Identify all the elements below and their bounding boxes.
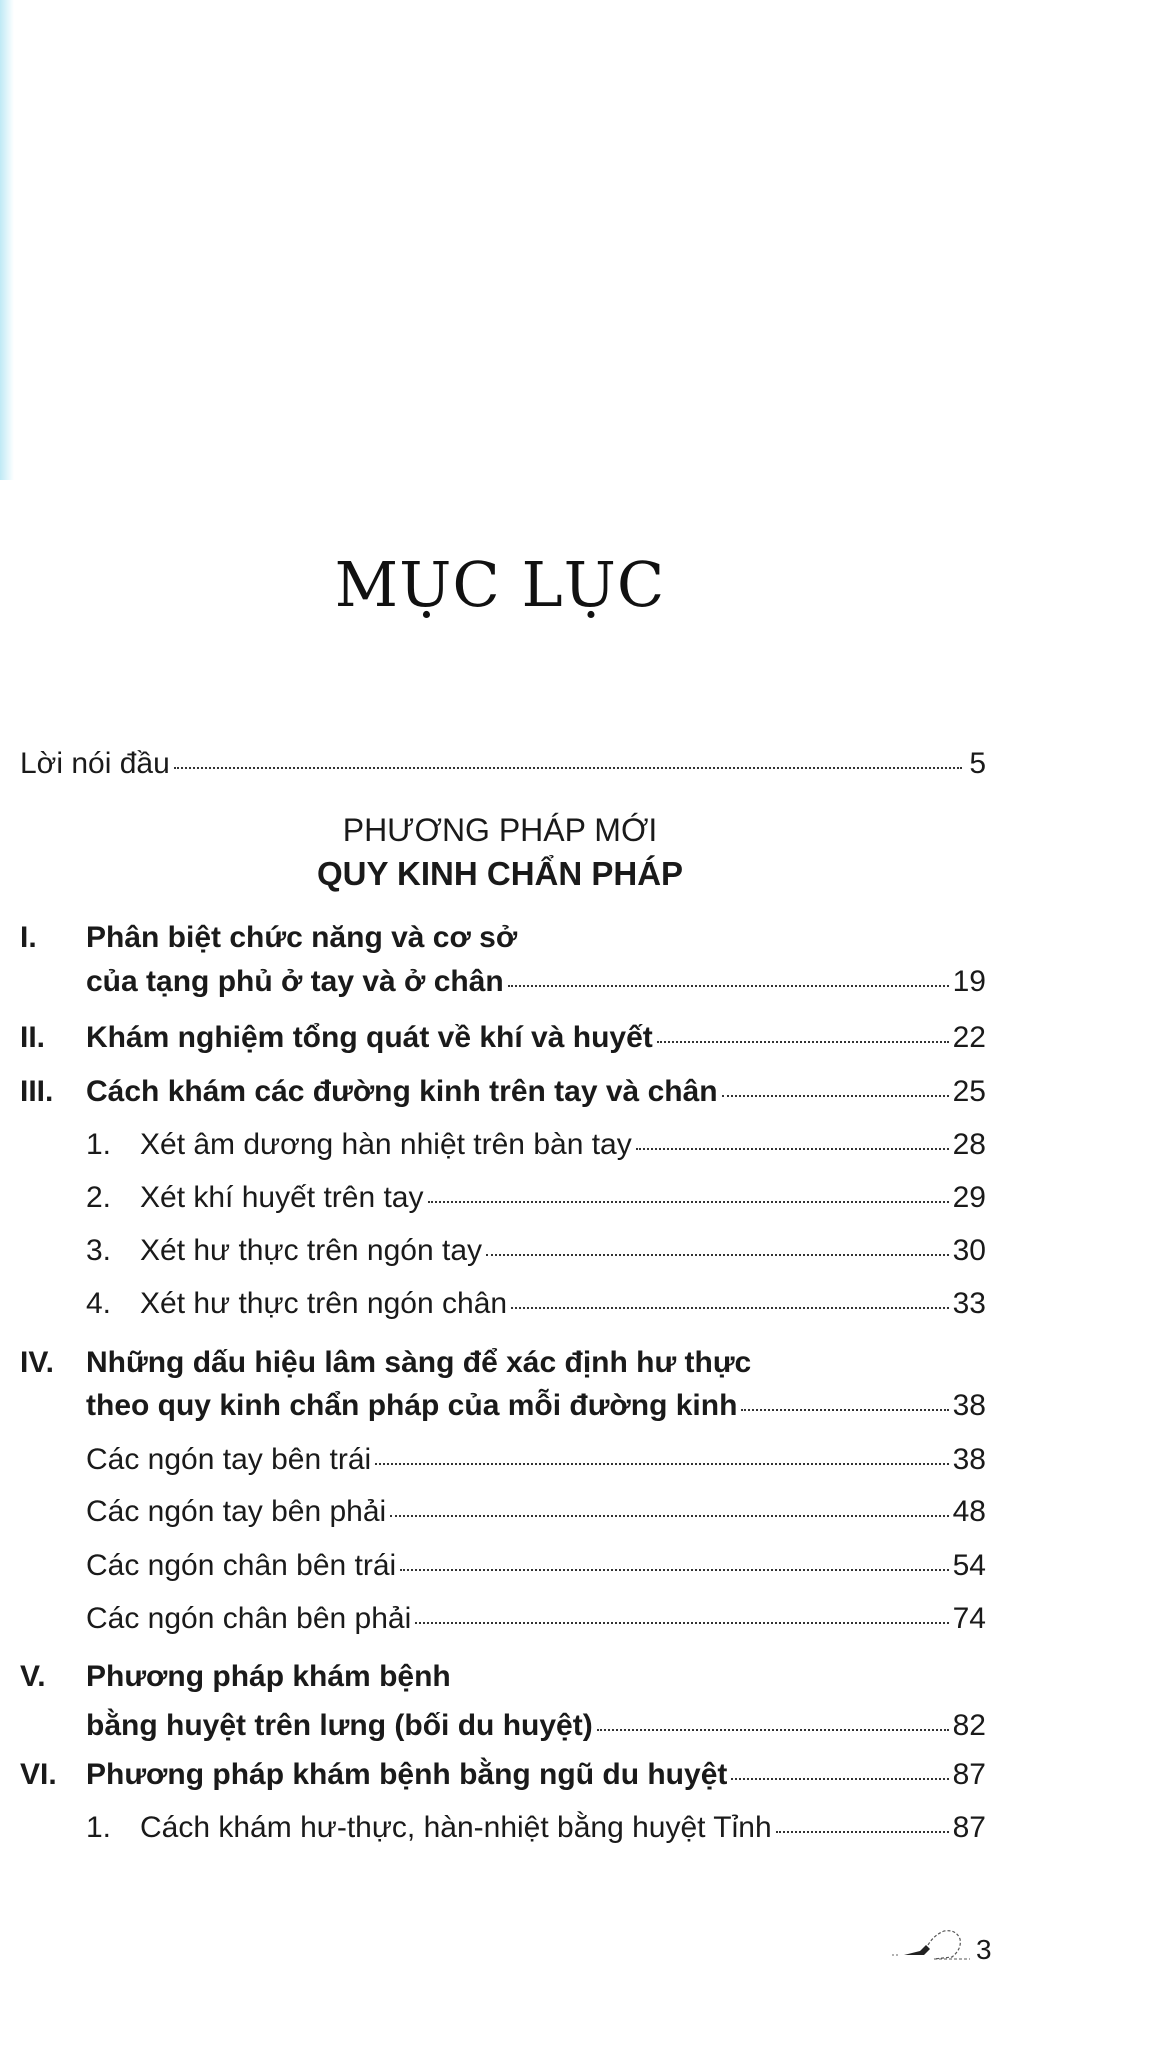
dot-leader (722, 1095, 949, 1097)
toc-entry-label: theo quy kinh chẩn pháp của mỗi đường kinh (86, 1389, 738, 1422)
toc-section-1-line1[interactable] (20, 920, 986, 956)
toc-entry-label: Các ngón chân bên trái (86, 1549, 397, 1582)
toc-subitem[interactable] (20, 1127, 986, 1163)
toc-subitem[interactable] (20, 1286, 986, 1322)
toc-entry-label: Phân biệt chức năng và cơ sở (86, 921, 518, 954)
subitem-number: 1. (86, 1811, 112, 1844)
toc-section-4-line1[interactable] (20, 1345, 986, 1381)
toc-subitem[interactable] (20, 1494, 986, 1530)
toc-entry-label: Cách khám hư-thực, hàn-nhiệt bằng huyệt Tỉnh (140, 1811, 772, 1844)
toc-page-number: 38 (952, 1443, 986, 1476)
toc-section-4-line2[interactable] (20, 1388, 986, 1424)
dot-leader (657, 1041, 949, 1043)
dot-leader (415, 1622, 948, 1624)
toc-page-number: 30 (952, 1234, 986, 1267)
toc-entry-label: của tạng phủ ở tay và ở chân (86, 965, 504, 998)
dot-leader (174, 767, 962, 769)
dot-leader (486, 1254, 949, 1256)
subitem-number: 1. (86, 1128, 112, 1161)
part-heading-title: QUY KINH CHẨN PHÁP (316, 855, 684, 892)
section-number: VI. (20, 1758, 57, 1791)
toc-subitem[interactable] (20, 1810, 986, 1846)
dot-leader (741, 1409, 948, 1411)
toc-entry-preface[interactable] (20, 746, 986, 782)
part-heading-subtitle: PHƯƠNG PHÁP MỚI (342, 812, 658, 848)
toc-section-2[interactable] (20, 1020, 986, 1056)
page-edge-shadow (0, 0, 14, 480)
toc-entry-label: Các ngón tay bên phải (86, 1495, 387, 1528)
dot-leader (390, 1515, 948, 1517)
section-number: II. (20, 1021, 46, 1054)
toc-page-number: 33 (952, 1287, 986, 1320)
sketch-figure-ornament-icon (890, 1925, 970, 1965)
page-title: MỤC LỤC (334, 548, 666, 621)
section-number: I. (20, 921, 37, 954)
dot-leader (597, 1729, 949, 1731)
dot-leader (375, 1463, 948, 1465)
toc-entry-label: Xét hư thực trên ngón chân (140, 1287, 508, 1320)
toc-page-number: 38 (952, 1389, 986, 1422)
toc-page-number: 82 (952, 1709, 986, 1742)
toc-subitem[interactable] (20, 1601, 986, 1637)
toc-section-3[interactable] (20, 1074, 986, 1110)
toc-entry-label: Khám nghiệm tổng quát về khí và huyết (86, 1021, 653, 1054)
toc-entry-label: Xét hư thực trên ngón tay (140, 1234, 483, 1267)
toc-entry-label: Cách khám các đường kinh trên tay và chân (86, 1075, 718, 1108)
page-footer (890, 1915, 1010, 1965)
toc-entry-label: Phương pháp khám bệnh (86, 1660, 451, 1693)
dot-leader (731, 1778, 948, 1780)
toc-entry-label: Xét khí huyết trên tay (140, 1181, 424, 1214)
toc-entry-label: Các ngón chân bên phải (86, 1602, 412, 1635)
subitem-number: 4. (86, 1287, 112, 1320)
toc-section-5-line1[interactable] (20, 1659, 986, 1695)
subitem-number: 2. (86, 1181, 112, 1214)
toc-entry-label: Lời nói đầu (20, 747, 170, 780)
section-number: V. (20, 1660, 46, 1693)
toc-page-number: 5 (969, 747, 986, 780)
page-number: 3 (976, 1934, 992, 1965)
dot-leader (508, 985, 949, 987)
toc-subitem[interactable] (20, 1548, 986, 1584)
toc-entry-label: Các ngón tay bên trái (86, 1443, 372, 1476)
toc-page-number: 48 (952, 1495, 986, 1528)
section-number: IV. (20, 1346, 54, 1379)
section-number: III. (20, 1075, 54, 1108)
dot-leader (776, 1831, 949, 1833)
subitem-number: 3. (86, 1234, 112, 1267)
toc-entry-label: bằng huyệt trên lưng (bối du huyệt) (86, 1709, 593, 1742)
toc-section-1-line2[interactable] (20, 964, 986, 1000)
toc-entry-label: Phương pháp khám bệnh bằng ngũ du huyệt (86, 1758, 728, 1791)
toc-page-number: 29 (952, 1181, 986, 1214)
dot-leader (511, 1307, 949, 1309)
toc-page-number: 87 (952, 1758, 986, 1791)
toc-subitem[interactable] (20, 1233, 986, 1269)
toc-page-number: 28 (952, 1128, 986, 1161)
dot-leader (428, 1201, 949, 1203)
dot-leader (636, 1148, 949, 1150)
toc-entry-label: Xét âm dương hàn nhiệt trên bàn tay (140, 1128, 632, 1161)
toc-section-5-line2[interactable] (20, 1708, 986, 1744)
toc-page-number: 25 (952, 1075, 986, 1108)
toc-subitem[interactable] (20, 1180, 986, 1216)
dot-leader (400, 1569, 948, 1571)
toc-page-number: 87 (952, 1811, 986, 1844)
toc-page-number: 74 (952, 1602, 986, 1635)
toc-page-number: 19 (952, 965, 986, 998)
toc-entry-label: Những dấu hiệu lâm sàng để xác định hư thực (86, 1346, 752, 1379)
toc-section-6[interactable] (20, 1757, 986, 1793)
toc-subitem[interactable] (20, 1442, 986, 1478)
toc-page-number: 22 (952, 1021, 986, 1054)
toc-page-number: 54 (952, 1549, 986, 1582)
